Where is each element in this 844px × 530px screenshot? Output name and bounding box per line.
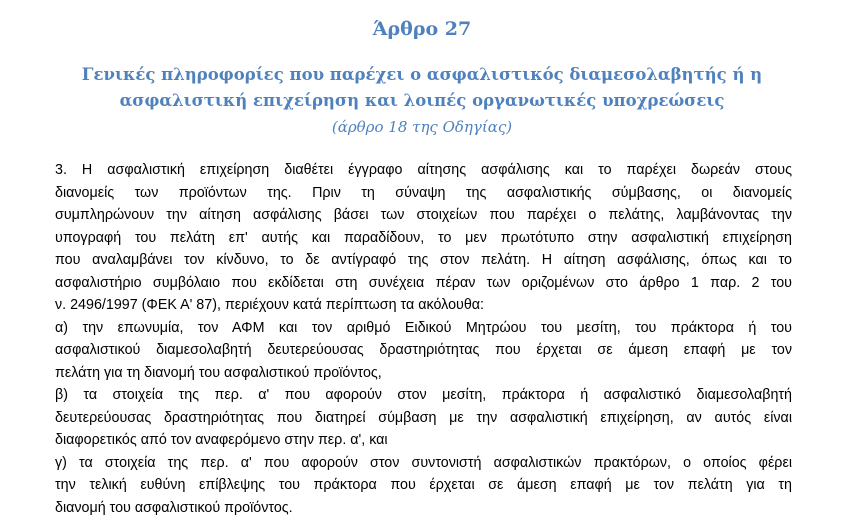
heading-line: ασφαλιστική επιχείρηση και λοιπές οργανωτικές υποχρεώσεις <box>119 91 725 110</box>
body-line: που αναλαμβάνει τον κίνδυνο, το δε αντίγραφό της στον πελάτη. Η αίτηση ασφάλισης, όπως και το <box>55 252 792 268</box>
body-line: την τελική ευθύνη επίβλεψης του πράκτορα που έρχεται σε άμεση επαφή με τον πελάτη για τη <box>55 477 792 493</box>
body-line: συμπληρώνουν την αίτηση ασφάλισης βάσει των στοιχείων που παρέχει ο πελάτης, λαμβάνοντας την <box>55 207 792 223</box>
list-item-a: α) την επωνυμία, τον ΑΦΜ και τον αριθμό Ειδικού Μητρώου του μεσίτη, του πράκτορα ή του <box>55 319 792 336</box>
heading-line: Γενικές πληροφορίες που παρέχει ο ασφαλιστικός διαμεσολαβητής ή η <box>81 65 763 84</box>
body-line: διανομή του ασφαλιστικού προϊόντος. <box>55 499 293 516</box>
list-item-c: γ) τα στοιχεία της περ. α' που αφορούν στον συντονιστή ασφαλιστικών πρακτόρων, ο οποίος φέρει <box>55 454 792 471</box>
body-line: διανομείς των προϊόντων της. Πριν τη σύναψη της ασφαλιστικής σύμβασης, οι διανομείς <box>55 184 792 201</box>
body-line: διαφορετικός από τον αναφερόμενο στην περ. α', και <box>55 432 388 448</box>
body-line: ν. 2496/1997 (ΦΕΚ Α' 87), περιέχουν κατά περίπτωση τα ακόλουθα: <box>55 297 485 313</box>
body-line: ασφαλιστικού διαμεσολαβητή δευτερεύουσας δραστηριότητας που έρχεται σε άμεση επαφή με τον <box>55 342 792 358</box>
body-line: ασφαλιστήριο συμβόλαιο που εκδίδεται στη συνέχεια πέραν των οριζομένων στο άρθρο 1 παρ. 2 του <box>55 274 792 291</box>
body-line: πελάτη για τη διανομή του ασφαλιστικού προϊόντος, <box>55 364 382 381</box>
article-title: Άρθρο 27 <box>372 18 472 40</box>
article-subheading: (άρθρο 18 της Οδηγίας) <box>331 118 513 136</box>
paragraph-3 <box>55 159 792 519</box>
body-line: δευτερεύουσας δραστηριότητας που διατηρεί σύμβαση με την ασφαλιστική επιχείρηση, αν αυτός είναι <box>55 409 792 426</box>
article-heading <box>60 62 784 114</box>
list-item-b: β) τα στοιχεία της περ. α' που αφορούν στον μεσίτη, πράκτορα ή ασφαλιστικό διαμεσολαβητή <box>55 387 792 403</box>
body-line: υπογραφή του πελάτη επ' αυτής και παραδίδουν, το μεν πρωτότυπο στην ασφαλιστική επιχείρηση <box>55 229 792 246</box>
body-line: 3. Η ασφαλιστική επιχείρηση διαθέτει έγγραφο αίτησης ασφάλισης και το παρέχει δωρεάν στους <box>55 162 792 178</box>
